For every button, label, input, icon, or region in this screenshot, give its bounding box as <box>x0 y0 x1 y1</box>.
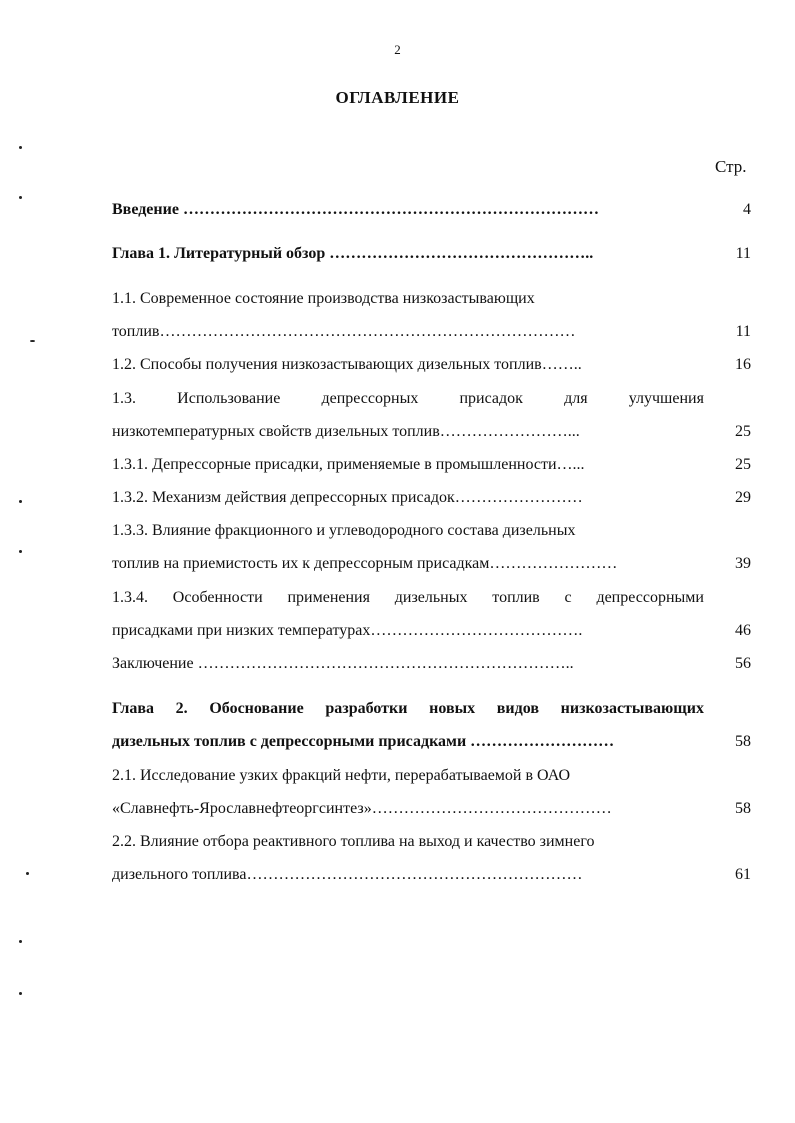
scan-speck <box>19 500 22 503</box>
toc-page-chapter-2: 58 <box>735 733 751 750</box>
toc-entry-1-3-2: 1.3.2. Механизм действия депрессорных присадок…………………… <box>112 489 583 506</box>
scan-speck <box>26 872 29 875</box>
word: присадок <box>459 390 523 407</box>
toc-entry-1-1-line2: топлив…………………………………………………………………… <box>112 323 576 340</box>
word: видов <box>496 700 539 717</box>
page-column-label: Стр. <box>715 157 747 176</box>
word: применения <box>287 589 370 606</box>
toc-entry-1-3-line2: низкотемпературных свойств дизельных топлив……………………... <box>112 423 580 440</box>
toc-entry-1-3-4-line2: присадками при низких температурах…………………………………. <box>112 622 583 639</box>
toc-page-1-3-4: 46 <box>735 622 751 639</box>
toc-entry-chapter-2-line2: дизельных топлив с депрессорными присадками ……………………… <box>112 733 615 750</box>
toc-entry-2-1-line2: «Славнефть-Ярославнефтеоргсинтез»……………………………………… <box>112 800 612 817</box>
toc-entry-1-3-3-line2: топлив на приемистость их к депрессорным присадкам…………………… <box>112 555 618 572</box>
toc-page-1-3: 25 <box>735 423 751 440</box>
toc-entry-conclusion: Заключение …………………………………………………………….. <box>112 655 574 672</box>
scan-speck <box>19 940 22 943</box>
word: низкозастывающих <box>560 700 704 717</box>
toc-entry-2-2-line1: 2.2. Влияние отбора реактивного топлива на выход и качество зимнего <box>112 833 595 850</box>
word: разработки <box>325 700 408 717</box>
word: топлив <box>492 589 540 606</box>
toc-page-1-1: 11 <box>735 323 751 340</box>
toc-page-conclusion: 56 <box>735 655 751 672</box>
word: 1.3.4. <box>112 589 148 606</box>
page-title: ОГЛАВЛЕНИЕ <box>335 88 460 107</box>
scan-speck <box>19 550 22 553</box>
toc-entry-1-2: 1.2. Способы получения низкозастывающих дизельных топлив…….. <box>112 356 582 373</box>
word: 2. <box>175 700 188 717</box>
toc-entry-1-3-1: 1.3.1. Депрессорные присадки, применяемые в промышленности…... <box>112 456 585 473</box>
scan-speck <box>19 992 22 995</box>
word: депрессорных <box>321 390 419 407</box>
scan-speck <box>19 196 22 199</box>
toc-entry-1-1-line1: 1.1. Современное состояние производства низкозастывающих <box>112 290 535 307</box>
word: дизельных <box>394 589 468 606</box>
toc-page-chapter-1: 11 <box>735 245 751 262</box>
word: для <box>564 390 588 407</box>
page-number: 2 <box>394 42 401 57</box>
word: с <box>564 589 572 606</box>
word: новых <box>429 700 476 717</box>
toc-page-2-2: 61 <box>735 866 751 883</box>
toc-entry-intro: Введение …………………………………………………………………… <box>112 201 599 218</box>
scan-speck <box>30 340 35 342</box>
toc-page-1-3-1: 25 <box>735 456 751 473</box>
toc-page-1-3-2: 29 <box>735 489 751 506</box>
toc-page-1-3-3: 39 <box>735 555 751 572</box>
word: 1.3. <box>112 390 136 407</box>
toc-entry-chapter-1: Глава 1. Литературный обзор ………………………………………….. <box>112 245 594 262</box>
word: депрессорными <box>596 589 704 606</box>
toc-entry-2-2-line2: дизельного топлива……………………………………………………… <box>112 866 583 883</box>
toc-page-1-2: 16 <box>735 356 751 373</box>
word: улучшения <box>628 390 704 407</box>
toc-page-intro: 4 <box>743 201 751 218</box>
toc-entry-1-3-line1 <box>112 388 704 410</box>
toc-entry-chapter-2-line1 <box>112 698 704 720</box>
word: Обоснование <box>209 700 304 717</box>
toc-entry-1-3-3-line1: 1.3.3. Влияние фракционного и углеводородного состава дизельных <box>112 522 576 539</box>
toc-entry-1-3-4-line1 <box>112 587 704 609</box>
word: Глава <box>112 700 154 717</box>
toc-entry-2-1-line1: 2.1. Исследование узких фракций нефти, перерабатываемой в ОАО <box>112 767 571 784</box>
toc-page-2-1: 58 <box>735 800 751 817</box>
scan-speck <box>19 146 22 149</box>
word: Особенности <box>172 589 263 606</box>
word: Использование <box>177 390 281 407</box>
